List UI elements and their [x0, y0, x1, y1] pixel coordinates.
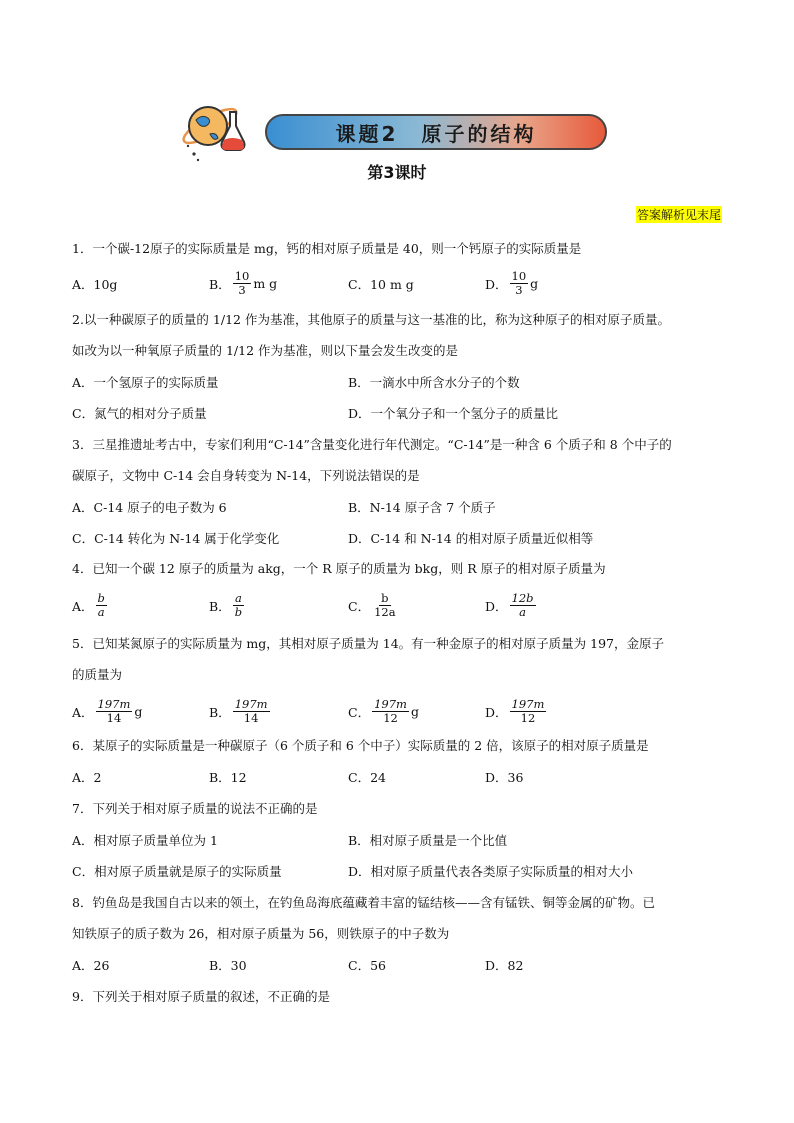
- fraction: $\frac{197m}{14}$: [234, 697, 268, 725]
- fraction: $\frac{a}{b}$: [234, 591, 243, 619]
- option-c: C．C-14 转化为 N-14 属于化学变化: [72, 530, 280, 546]
- question-text: 1．一个碳-12原子的实际质量是 mg，钙的相对原子质量是 40，则一个钙原子的实际质量是: [72, 241, 582, 256]
- question-text: 6．某原子的实际质量是一种碳原子（6 个质子和 6 个中子）实际质量的 2 倍，该原子的相对原子质量是: [72, 738, 649, 753]
- option-a: A．C-14 原子的电子数为 6: [72, 499, 227, 515]
- question-7-options-row-2: [72, 855, 732, 886]
- option-d: D．相对原子质量代表各类原子实际质量的相对大小: [348, 863, 634, 879]
- option-d: D．82: [485, 957, 524, 973]
- option-b: B．30: [209, 957, 247, 973]
- fraction: $\frac{12b}{a}$: [511, 591, 534, 619]
- question-3-options-row-2: [72, 522, 732, 553]
- question-3: [72, 429, 732, 491]
- question-7-options-row-1: [72, 824, 732, 855]
- question-8-options: [72, 949, 732, 980]
- fraction: $\frac{10}{3}$: [511, 269, 527, 297]
- question-8: [72, 887, 732, 949]
- fraction: $\frac{b}{12a}$: [374, 591, 396, 619]
- question-text: 知铁原子的质子数为 26，相对原子质量为 56，则铁原子的中子数为: [72, 926, 450, 941]
- question-9: [72, 981, 732, 1012]
- question-text: 4．已知一个碳 12 原子的质量为 akg，一个 R 原子的质量为 bkg，则 R 原子的相对原子质量为: [72, 561, 606, 576]
- option-c: C．氮气的相对分子质量: [72, 405, 207, 421]
- option-a: A．一个氢原子的实际质量: [72, 374, 219, 390]
- question-1: [72, 233, 732, 264]
- fraction: $\frac{197m}{12}$: [374, 697, 407, 725]
- question-text: 如改为以一种氧原子质量的 1/12 作为基准，则以下量会发生改变的是: [72, 343, 459, 358]
- question-text: 2.以一种碳原子的质量的 1/12 作为基准，其他原子的质量与这一基准的比，称为这种原子的相对原子质量。: [72, 312, 670, 327]
- option-c: C． $\frac{b}{12a}$: [348, 591, 396, 619]
- question-text: 碳原子，文物中 C-14 会自身转变为 N-14，下列说法错误的是: [72, 468, 420, 483]
- option-c: C．相对原子质量就是原子的实际质量: [72, 863, 282, 879]
- option-d: D．C-14 和 N-14 的相对原子质量近似相等: [348, 530, 594, 546]
- question-text: 的质量为: [72, 667, 123, 682]
- option-c: C．10 m g: [348, 276, 414, 292]
- title-banner: [265, 114, 607, 150]
- answer-note: 答案解析见末尾: [636, 208, 721, 222]
- option-a: A．10g: [72, 276, 118, 292]
- question-4-options: [72, 590, 732, 621]
- option-d: D．一个氧分子和一个氢分子的质量比: [348, 405, 559, 421]
- question-text: 3．三星推遗址考古中，专家们利用“C-14”含量变化进行年代测定。“C-14”是一种含 6 个质子和 8 个中子的: [72, 437, 672, 452]
- question-6: [72, 730, 732, 761]
- fraction: $\frac{197m}{12}$: [511, 697, 545, 725]
- option-c: C．24: [348, 769, 386, 785]
- question-2: [72, 304, 732, 366]
- fraction: $\frac{197m}{14}$: [97, 697, 131, 725]
- option-b: B．一滴水中所含水分子的个数: [348, 374, 520, 390]
- option-d: D． $\frac{197m}{12}$: [485, 697, 545, 725]
- option-a: A．相对原子质量单位为 1: [72, 832, 218, 848]
- option-a: A．2: [72, 769, 102, 785]
- question-5: [72, 628, 732, 690]
- question-6-options: [72, 761, 732, 792]
- lesson-subtitle: 第3课时: [367, 163, 427, 182]
- question-1-options: [72, 268, 732, 299]
- option-b: B．相对原子质量是一个比值: [348, 832, 508, 848]
- option-a: A． $\frac{197m}{14}$ g: [72, 697, 143, 725]
- option-b: B．N-14 原子含 7 个质子: [348, 499, 496, 515]
- question-text: 9．下列关于相对原子质量的叙述，不正确的是: [72, 989, 330, 1004]
- question-7: [72, 793, 732, 824]
- option-c: C．56: [348, 957, 386, 973]
- option-d: D． $\frac{10}{3}$ g: [485, 269, 539, 297]
- option-d: D． $\frac{12b}{a}$: [485, 591, 534, 619]
- question-4: [72, 553, 732, 584]
- page-title: 课题2 原子的结构: [335, 121, 537, 146]
- option-a: A． $\frac{b}{a}$: [72, 591, 105, 619]
- fraction: $\frac{b}{a}$: [97, 591, 105, 619]
- question-text: 7．下列关于相对原子质量的说法不正确的是: [72, 801, 318, 816]
- option-b: B．12: [209, 769, 247, 785]
- option-d: D．36: [485, 769, 524, 785]
- question-text: 8．钓鱼岛是我国自古以来的领土，在钓鱼岛海底蕴藏着丰富的锰结核——含有锰铁、铜等金属的矿物。已: [72, 895, 655, 910]
- question-text: 5．已知某氮原子的实际质量为 mg，其相对原子质量为 14。有一种金原子的相对原子质量为 197，金原子: [72, 636, 664, 651]
- question-5-options: [72, 696, 732, 727]
- question-2-options-row-1: [72, 366, 732, 397]
- option-c: C． $\frac{197m}{12}$ g: [348, 697, 419, 725]
- option-a: A．26: [72, 957, 110, 973]
- option-b: B． $\frac{197m}{14}$: [209, 697, 268, 725]
- fraction: $\frac{10}{3}$: [234, 269, 250, 297]
- option-b: B． $\frac{a}{b}$: [209, 591, 243, 619]
- option-b: B． $\frac{10}{3}$ m g: [209, 269, 278, 297]
- question-3-options-row-1: [72, 491, 732, 522]
- science-logo-icon: [180, 96, 260, 168]
- question-2-options-row-2: [72, 397, 732, 428]
